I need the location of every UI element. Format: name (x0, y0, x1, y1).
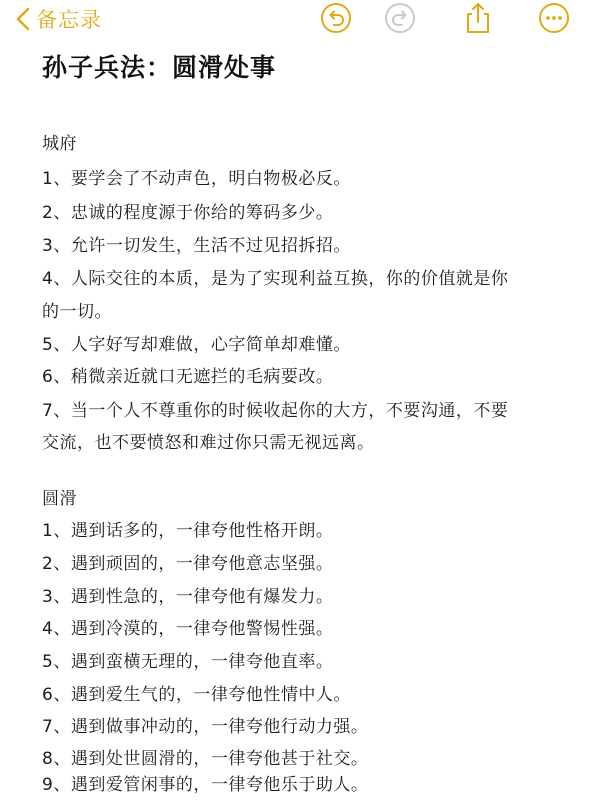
note-line: 交流，也不要愤怒和难过你只需无视远离。 (42, 433, 375, 453)
note-line: 6、稍微亲近就口无遮拦的毛病要改。 (42, 367, 334, 387)
note-title: 孙子兵法：圆滑处事 (42, 53, 277, 82)
note-line: 的一切。 (42, 302, 112, 322)
more-icon (538, 2, 570, 38)
note-line: 9、遇到爱管闲事的，一律夸他乐于助人。 (42, 775, 369, 795)
section-heading: 城府 (42, 134, 77, 154)
note-line: 5、人字好写却难做，心字简单却难懂。 (42, 335, 351, 355)
notes-toolbar (0, 0, 600, 42)
note-line: 4、人际交往的本质，是为了实现利益互换，你的价值就是你 (42, 269, 509, 289)
back-button[interactable] (16, 3, 102, 35)
note-line: 2、忠诚的程度源于你给的筹码多少。 (42, 203, 334, 223)
note-line: 3、遇到性急的，一律夸他有爆发力。 (42, 587, 334, 607)
note-line: 8、遇到处世圆滑的，一律夸他甚于社交。 (42, 749, 369, 769)
share-button[interactable] (461, 3, 495, 37)
redo-button[interactable] (383, 3, 417, 37)
undo-icon (320, 2, 352, 38)
back-label: 备忘录 (36, 8, 102, 32)
note-line: 2、遇到顽固的，一律夸他意志坚强。 (42, 554, 334, 574)
redo-icon (384, 2, 416, 38)
note-line: 7、遇到做事冲动的，一律夸他行动力强。 (42, 717, 369, 737)
note-line: 1、要学会了不动声色，明白物极必反。 (42, 169, 351, 189)
chevron-left-icon (16, 7, 30, 31)
note-line: 5、遇到蛮横无理的，一律夸他直率。 (42, 652, 334, 672)
note-line: 4、遇到冷漠的，一律夸他警惕性强。 (42, 619, 334, 639)
share-icon (463, 1, 493, 39)
undo-button[interactable] (319, 3, 353, 37)
note-line: 1、遇到话多的，一律夸他性格开朗。 (42, 521, 334, 541)
note-line: 6、遇到爱生气的，一律夸他性情中人。 (42, 685, 351, 705)
section-heading: 圆滑 (42, 489, 77, 509)
more-button[interactable] (537, 3, 571, 37)
note-line: 7、当一个人不尊重你的时候收起你的大方，不要沟通，不要 (42, 401, 509, 421)
note-line: 3、允许一切发生，生活不过见招拆招。 (42, 236, 351, 256)
